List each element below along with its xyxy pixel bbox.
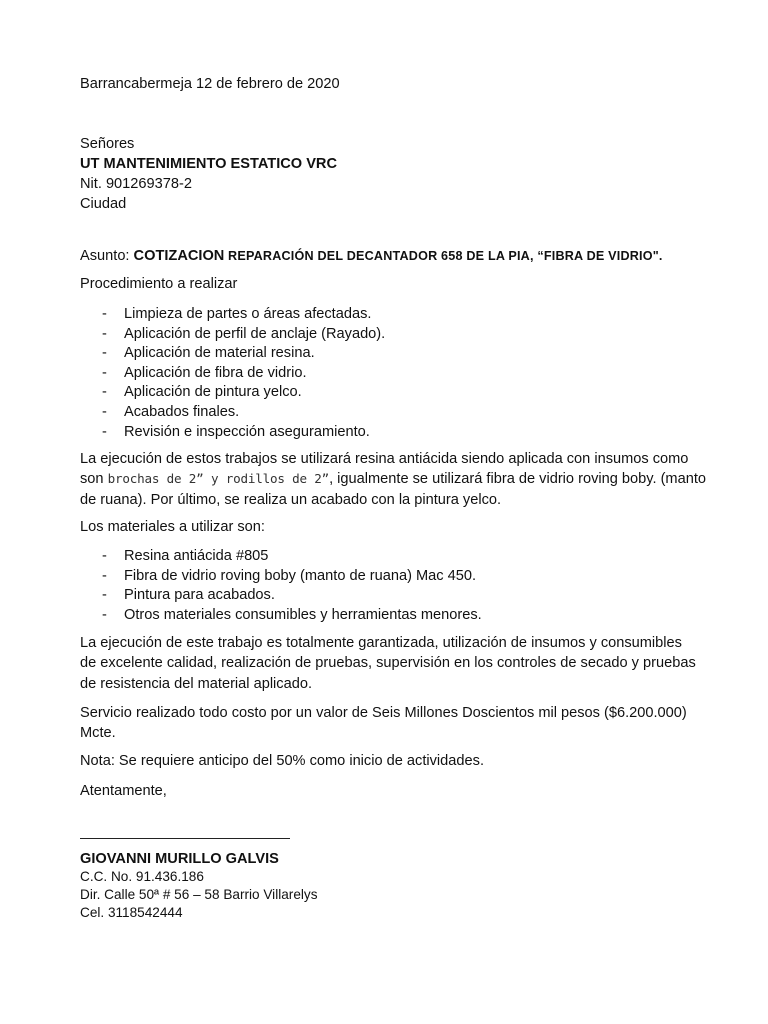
list-item — [80, 305, 385, 325]
letter-page — [80, 0, 710, 1024]
procedure-item-text: Aplicación de material resina. — [124, 345, 315, 362]
guarantee-line-3: de resistencia del material aplicado. — [80, 675, 313, 692]
procedure-item-text: Aplicación de fibra de vidrio. — [124, 364, 307, 381]
bullet-dash: - — [102, 384, 107, 401]
guarantee-paragraph — [80, 633, 710, 694]
materials-title: Los materiales a utilizar son: — [80, 519, 265, 535]
execution-line-1: La ejecución de estos trabajos se utilizará resina antiácida siendo aplicada con insumos como — [80, 451, 689, 467]
closing: Atentamente, — [80, 783, 167, 799]
execution-line-2 — [80, 469, 710, 489]
note: Nota: Se requiere anticipo del 50% como inicio de actividades. — [80, 753, 484, 769]
execution-line-3: de ruana). Por último, se realiza un acabado con la pintura yelco. — [80, 491, 502, 508]
subject-text: REPARACIÓN DEL DECANTADOR 658 DE LA PIA, “FIBRA DE VIDRIO". — [224, 249, 663, 263]
price-paragraph — [80, 703, 710, 744]
material-item-text: Pintura para acabados. — [124, 587, 275, 604]
procedure-item-text: Acabados finales. — [124, 403, 240, 420]
bullet-dash: - — [102, 306, 107, 322]
procedure-item-text: Limpieza de partes o áreas afectadas. — [124, 306, 372, 322]
list-item — [80, 423, 385, 443]
procedure-item-text: Aplicación de perfil de anclaje (Rayado). — [124, 325, 386, 342]
signer-cc: C.C. No. 91.436.186 — [80, 869, 204, 884]
recipient-company: UT MANTENIMIENTO ESTATICO VRC — [80, 156, 338, 172]
list-item — [80, 403, 385, 423]
subject-line — [80, 247, 663, 267]
signer-name: GIOVANNI MURILLO GALVIS — [80, 851, 279, 867]
guarantee-line-2: de excelente calidad, realización de pruebas, supervisión en los controles de secado y pruebas — [80, 655, 696, 672]
bullet-dash: - — [102, 606, 107, 623]
material-item-text: Resina antiácida #805 — [124, 548, 269, 564]
list-item — [80, 586, 482, 606]
list-item — [80, 344, 385, 364]
bullet-dash: - — [102, 325, 107, 342]
signer-phone: Cel. 3118542444 — [80, 905, 183, 920]
bullet-dash: - — [102, 423, 107, 440]
guarantee-line-1: La ejecución de este trabajo es totalmente garantizada, utilización de insumos y consumibles — [80, 635, 682, 651]
list-item — [80, 606, 482, 626]
procedure-item-text: Revisión e inspección aseguramiento. — [124, 423, 370, 440]
price-line-2: Mcte. — [80, 725, 116, 742]
material-item-text: Fibra de vidrio roving boby (manto de ruana) Mac 450. — [124, 567, 477, 584]
recipient-salutation: Señores — [80, 136, 135, 152]
bullet-dash: - — [102, 567, 107, 584]
price-line-1: Servicio realizado todo costo por un valor de Seis Millones Doscientos mil pesos ($6.200.000) — [80, 705, 687, 721]
subject-keyword: COTIZACION — [133, 248, 225, 264]
material-item-text: Otros materiales consumibles y herramientas menores. — [124, 606, 482, 623]
place-date: Barrancabermeja 12 de febrero de 2020 — [80, 76, 340, 92]
recipient-city: Ciudad — [80, 196, 127, 212]
procedure-list — [80, 305, 385, 442]
bullet-dash: - — [102, 403, 107, 420]
execution-line-2-prefix: son — [80, 471, 108, 488]
execution-line-2-suffix: , igualmente se utilizará fibra de vidrio roving boby. (manto — [329, 471, 706, 488]
bullet-dash: - — [102, 364, 107, 381]
execution-tools-text: brochas de 2” y rodillos de 2” — [107, 471, 330, 487]
signature-line — [80, 838, 290, 839]
list-item — [80, 383, 385, 403]
signer-address: Dir. Calle 50ª # 56 – 58 Barrio Villarelys — [80, 887, 318, 902]
bullet-dash: - — [102, 587, 107, 604]
list-item — [80, 364, 385, 384]
bullet-dash: - — [102, 345, 107, 362]
recipient-nit: Nit. 901269378-2 — [80, 176, 192, 192]
list-item — [80, 567, 482, 587]
execution-paragraph — [80, 449, 710, 510]
procedure-item-text: Aplicación de pintura yelco. — [124, 384, 302, 401]
subject-label: Asunto: — [80, 248, 134, 264]
list-item — [80, 547, 482, 567]
bullet-dash: - — [102, 548, 107, 564]
list-item — [80, 325, 385, 345]
materials-list — [80, 547, 482, 625]
procedure-title: Procedimiento a realizar — [80, 276, 238, 292]
